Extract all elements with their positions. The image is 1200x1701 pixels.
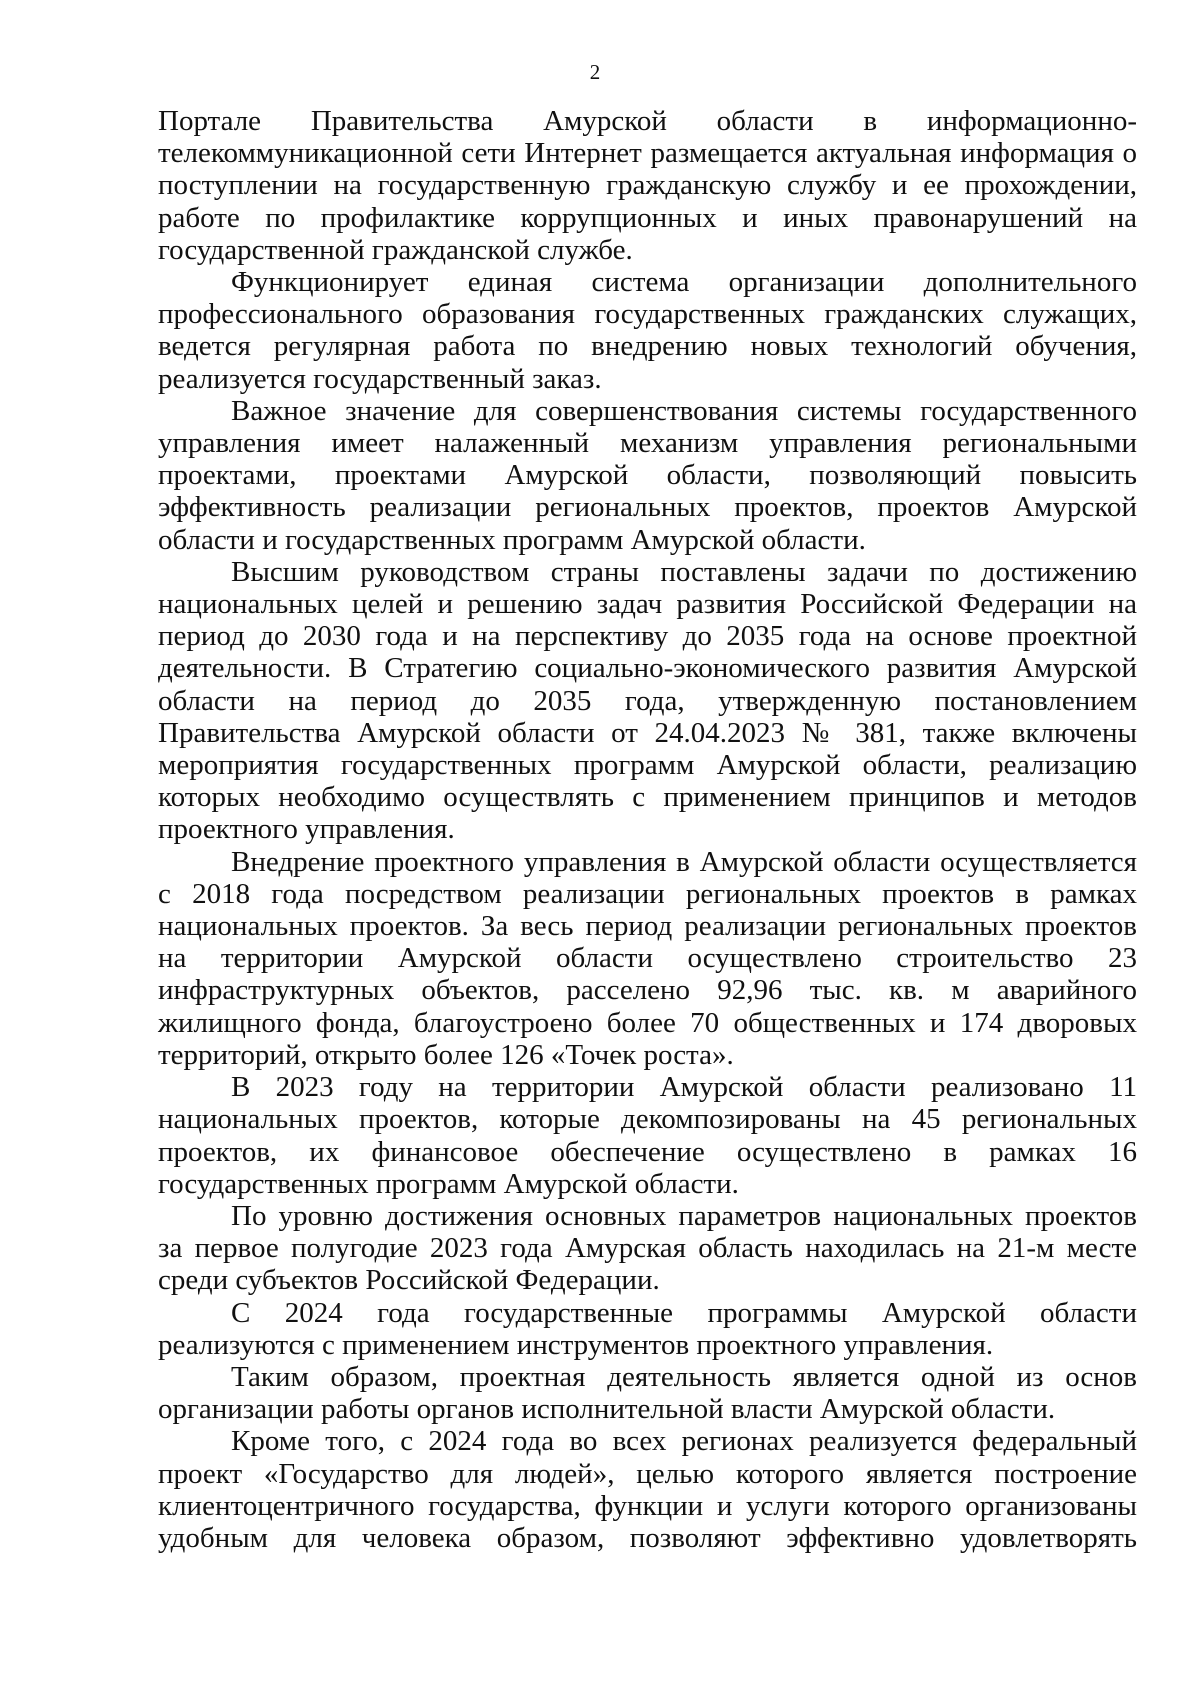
paragraph: В 2023 году на территории Амурской области реализовано 11 национальных проектов, которые декомпозированы на 45 региональных проектов, их финансовое обеспечение осуществлено в рамках 16 государственных программ Амурской области. <box>158 1071 1137 1200</box>
paragraph-continuation: Портале Правительства Амурской области в информационно-телекоммуникационной сети Интернет размещается актуальная информация о поступлении на государственную гражданскую службу и ее прохождении, работе по профилактике коррупционных и иных правонарушений на государственной гражданской службе. <box>158 105 1137 266</box>
paragraph: Функционирует единая система организации дополнительного профессионального образования государственных гражданских служащих, ведется регулярная работа по внедрению новых технологий обучения, реализуется государственный заказ. <box>158 266 1137 395</box>
document-body <box>158 105 1137 1554</box>
paragraph-continues-next-page: Кроме того, с 2024 года во всех регионах реализуется федеральный проект «Государство для людей», целью которого является построение клиентоцентричного государства, функции и услуги которого организованы удобным для человека образом, позволяют эффективно удовлетворять <box>158 1425 1137 1554</box>
paragraph: С 2024 года государственные программы Амурской области реализуются с применением инструментов проектного управления. <box>158 1296 1137 1361</box>
paragraph: Важное значение для совершенствования системы государственного управления имеет налаженный механизм управления региональными проектами, проектами Амурской области, позволяющий повысить эффективность реализации региональных проектов, проектов Амурской области и государственных программ Амурской области. <box>158 394 1137 556</box>
paragraph: Высшим руководством страны поставлены задачи по достижению национальных целей и решению задач развития Российской Федерации на период до 2030 года и на перспективу до 2035 года на основе проектной деятельности. В Стратегию социально-экономического развития Амурской области на период до 2035 года, утвержденную постановлением Правительства Амурской области от 24.04.2023 № 381, также включены мероприятия государственных программ Амурской области, реализацию которых необходимо осуществлять с применением принципов и методов проектного управления. <box>158 555 1137 846</box>
paragraph: Таким образом, проектная деятельность является одной из основ организации работы органов исполнительной власти Амурской области. <box>158 1360 1137 1426</box>
paragraph: По уровню достижения основных параметров национальных проектов за первое полугодие 2023 года Амурская область находилась на 21-м месте среди субъектов Российской Федерации. <box>158 1199 1137 1297</box>
paragraph: Внедрение проектного управления в Амурской области осуществляется с 2018 года посредством реализации региональных проектов в рамках национальных проектов. За весь период реализации региональных проектов на территории Амурской области осуществлено строительство 23 инфраструктурных объектов, расселено 92,96 тыс. кв. м аварийного жилищного фонда, благоустроено более 70 общественных и 174 дворовых территорий, открыто более 126 «Точек роста». <box>158 845 1137 1071</box>
page-number: 2 <box>589 60 601 84</box>
